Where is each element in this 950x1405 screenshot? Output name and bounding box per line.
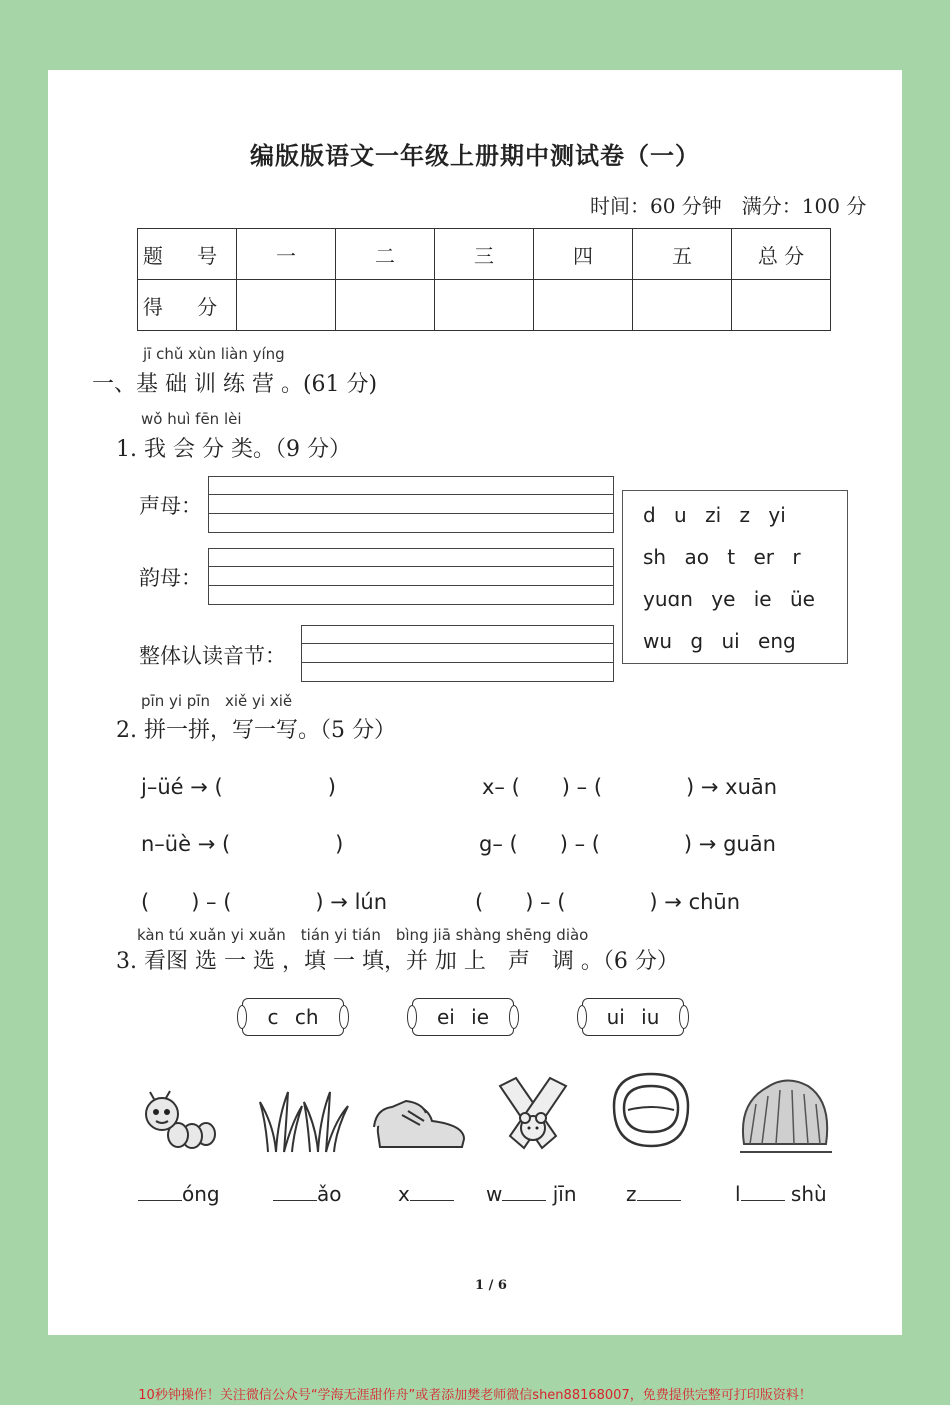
answer-suffix: shù bbox=[784, 1182, 827, 1206]
q1-finals-label: 韵母： bbox=[139, 566, 202, 590]
spelling-exercise[interactable]: n–üè → ( ) bbox=[141, 832, 344, 856]
spelling-exercise[interactable]: ( ) – ( ) → chūn bbox=[475, 890, 741, 914]
answer-mouth[interactable] bbox=[626, 1182, 681, 1206]
choice-box-ui-iu: ui iu bbox=[582, 998, 684, 1036]
choice-box-ei-ie: ei ie bbox=[412, 998, 514, 1036]
score-cell[interactable] bbox=[435, 280, 534, 331]
answer-prefix: w bbox=[486, 1182, 503, 1206]
scarf-picture bbox=[496, 1076, 570, 1154]
caterpillar-picture bbox=[140, 1090, 220, 1156]
answer-prefix: z bbox=[626, 1182, 637, 1206]
answer-suffix: ǎo bbox=[317, 1182, 342, 1206]
score-header-cell: 总 分 bbox=[732, 229, 831, 280]
answer-suffix: jīn bbox=[546, 1182, 577, 1206]
q1-initials-label: 声母： bbox=[139, 494, 202, 518]
score-row-label: 得 分 bbox=[138, 280, 237, 331]
answer-blank[interactable] bbox=[273, 1182, 317, 1201]
finals-writing-lines[interactable] bbox=[208, 548, 614, 605]
score-cell[interactable] bbox=[732, 280, 831, 331]
promo-footer: 10秒钟操作！关注微信公众号“学海无涯甜作舟”或者添加樊老师微信shen88168007，免费提供完整可打印版资料！ bbox=[138, 1388, 812, 1403]
score-cell[interactable] bbox=[633, 280, 732, 331]
q3-pinyin: kàn tú xuǎn yi xuǎn tián yi tián bìng jiā shàng shēng diào bbox=[137, 926, 589, 944]
score-header-cell: 三 bbox=[435, 229, 534, 280]
q3-heading: 3. 看图 选 一 选 ，填 一 填，并 加 上 声 调 。（6 分） bbox=[116, 949, 679, 974]
q1-pinyin: wǒ huì fēn lèi bbox=[141, 410, 242, 428]
spelling-exercise[interactable]: ( ) – ( ) → lún bbox=[141, 890, 388, 914]
score-cell[interactable] bbox=[237, 280, 336, 331]
pinyin-options-row: wu g ui eng bbox=[643, 629, 796, 653]
q1-whole-syllables-label: 整体认读音节： bbox=[139, 644, 286, 668]
spelling-exercise[interactable]: x– ( ) – ( ) → xuān bbox=[482, 775, 778, 799]
answer-caterpillar[interactable] bbox=[138, 1182, 220, 1206]
answer-shoes[interactable] bbox=[398, 1182, 454, 1206]
q2-pinyin: pīn yi pīn xiě yi xiě bbox=[141, 692, 293, 710]
pinyin-options-box bbox=[622, 490, 848, 664]
spelling-exercise[interactable]: g– ( ) – ( ) → guān bbox=[479, 832, 776, 856]
section1-heading: 一、基 础 训 练 营 。(61 分) bbox=[92, 372, 378, 397]
answer-scarf[interactable] bbox=[486, 1182, 577, 1206]
answer-blank[interactable] bbox=[741, 1182, 785, 1201]
score-header-cell: 一 bbox=[237, 229, 336, 280]
answer-willow[interactable] bbox=[735, 1182, 827, 1206]
pinyin-options-row: sh ao t er r bbox=[643, 545, 801, 569]
choice-box-c-ch: c ch bbox=[242, 998, 344, 1036]
page-number: 1 / 6 bbox=[475, 1278, 507, 1293]
score-header-cell: 四 bbox=[534, 229, 633, 280]
score-table-score-row bbox=[138, 280, 831, 331]
time-info: 时间：60 分钟 满分：100 分 bbox=[590, 194, 867, 218]
score-header-cell: 题 号 bbox=[138, 229, 237, 280]
mouth-picture bbox=[608, 1070, 694, 1150]
pinyin-options-row: d u zi z yi bbox=[643, 503, 786, 527]
willow-tree-picture bbox=[736, 1074, 834, 1158]
grass-picture bbox=[258, 1088, 353, 1154]
score-table-header-row bbox=[138, 229, 831, 280]
shoes-picture bbox=[372, 1095, 472, 1153]
answer-blank[interactable] bbox=[138, 1182, 182, 1201]
q2-heading: 2. 拼一拼，写一写。（5 分） bbox=[116, 718, 396, 743]
score-header-cell: 二 bbox=[336, 229, 435, 280]
score-cell[interactable] bbox=[534, 280, 633, 331]
answer-prefix: l bbox=[735, 1182, 741, 1206]
q1-heading: 1. 我 会 分 类。（9 分） bbox=[116, 437, 351, 462]
answer-prefix: x bbox=[398, 1182, 410, 1206]
answer-blank[interactable] bbox=[502, 1182, 546, 1201]
score-cell[interactable] bbox=[336, 280, 435, 331]
answer-blank[interactable] bbox=[410, 1182, 454, 1201]
whole-syllables-writing-lines[interactable] bbox=[301, 625, 614, 682]
answer-suffix: óng bbox=[182, 1182, 220, 1206]
score-table bbox=[137, 228, 831, 331]
page-title: 编版版语文一年级上册期中测试卷（一） bbox=[250, 141, 700, 170]
initials-writing-lines[interactable] bbox=[208, 476, 614, 533]
score-header-cell: 五 bbox=[633, 229, 732, 280]
answer-blank[interactable] bbox=[637, 1182, 681, 1201]
section1-pinyin: jī chǔ xùn liàn yíng bbox=[143, 345, 285, 363]
spelling-exercise[interactable]: j–üé → ( ) bbox=[141, 775, 336, 799]
pinyin-options-row: yuɑn ye ie üe bbox=[643, 587, 815, 611]
answer-grass[interactable] bbox=[273, 1182, 342, 1206]
